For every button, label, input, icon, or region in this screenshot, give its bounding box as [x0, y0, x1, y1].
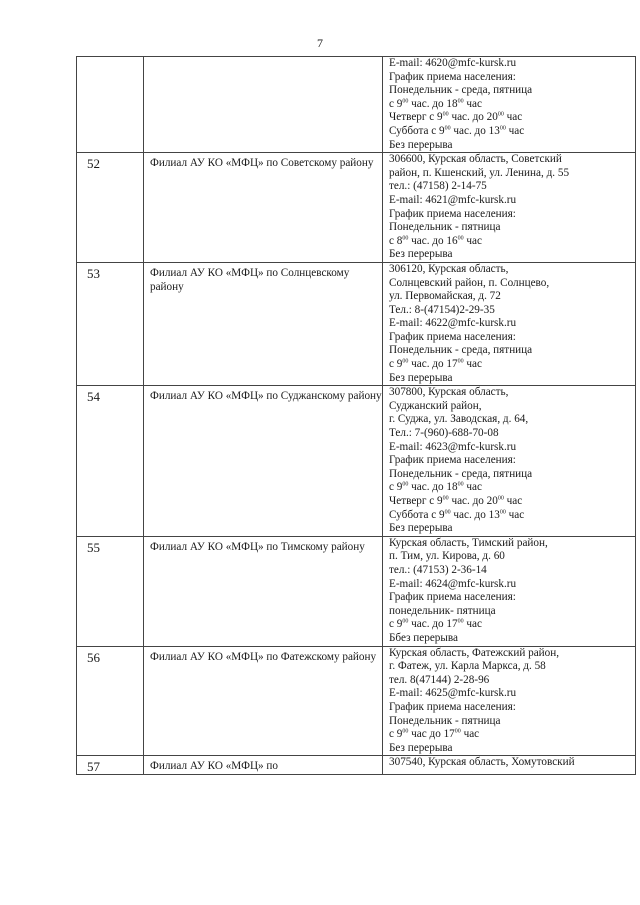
schedule-title: График приема населения: [389, 70, 516, 83]
branch-contacts [383, 153, 636, 263]
schedule-break: Ббез перерыва [389, 631, 459, 644]
schedule-break: Без перерыва [389, 371, 453, 384]
schedule-thursday: Четверг с $9^{00}$ час. до $20^{00}$ час [389, 495, 523, 507]
email-line: E-mail: 4623@mfc-kursk.ru [389, 440, 517, 453]
table-row [77, 536, 636, 646]
table-row [77, 386, 636, 537]
address-line: г. Суджа, ул. Заводская, д. 64, [389, 413, 529, 426]
row-number: 54 [77, 386, 144, 537]
page-number: 7 [317, 36, 323, 50]
schedule-days: Понедельник - среда, пятница [389, 84, 533, 97]
schedule-title: График приема населения: [389, 454, 516, 467]
email-line: E-mail: 4625@mfc-kursk.ru [389, 687, 517, 700]
address-line: Солнцевский район, п. Солнцево, [389, 276, 550, 289]
address-line: 306600, Курская область, Советский [389, 153, 562, 166]
branch-contacts [383, 57, 636, 153]
branch-name [144, 57, 383, 153]
schedule-days: Понедельник - среда, пятница [389, 344, 533, 357]
address-line: 307540, Курская область, Хомутовский [389, 756, 575, 769]
address-line: п. Тим, ул. Кирова, д. 60 [389, 550, 505, 563]
branches-table [76, 56, 636, 775]
address-line: Курская область, Фатежский район, [389, 646, 560, 659]
email-line: E-mail: 4621@mfc-kursk.ru [389, 193, 517, 206]
row-number: 52 [77, 153, 144, 263]
row-number [77, 57, 144, 153]
branch-name: Филиал АУ КО «МФЦ» по [144, 756, 383, 775]
schedule-hours: с $9^{00}$ час. до $17^{00}$ час [389, 358, 482, 371]
schedule-thursday: Четверг с $9^{00}$ час. до $20^{00}$ час [389, 111, 523, 124]
schedule-hours: с $8^{00}$ час. до $16^{00}$ час [389, 234, 482, 247]
schedule-days: Понедельник - пятница [389, 221, 501, 234]
address-line: Суджанский район, [389, 399, 482, 412]
schedule-title: График приема населения: [389, 330, 516, 343]
phone-line: тел.: (47153) 2-36-14 [389, 563, 487, 576]
schedule-days: понедельник- пятница [389, 604, 496, 617]
schedule-title: График приема населения: [389, 207, 516, 220]
email-line: E-mail: 4622@mfc-kursk.ru [389, 317, 517, 330]
row-number: 56 [77, 646, 144, 756]
branch-contacts [383, 262, 636, 385]
schedule-hours: с $9^{00}$ час. до $18^{00}$ час [389, 481, 482, 494]
schedule-break: Без перерыва [389, 248, 453, 261]
row-number: 55 [77, 536, 144, 646]
branch-contacts [383, 536, 636, 646]
branch-name: Филиал АУ КО «МФЦ» по Тимскому району [144, 536, 383, 646]
schedule-days: Понедельник - пятница [389, 714, 501, 727]
row-number: 57 [77, 756, 144, 775]
table-row [77, 153, 636, 263]
branch-name: Филиал АУ КО «МФЦ» по Фатежскому району [144, 646, 383, 756]
branch-contacts [383, 386, 636, 537]
schedule-saturday: Суббота с $9^{00}$ час. до $13^{00}$ час [389, 124, 525, 137]
table-row [77, 262, 636, 385]
schedule-hours: с $9^{00}$ час до $17^{00}$ час [389, 728, 480, 741]
phone-line: тел. 8(47144) 2-28-96 [389, 673, 490, 686]
table-row [77, 756, 636, 775]
phone-line: тел.: (47158) 2-14-75 [389, 180, 487, 193]
branch-name: Филиал АУ КО «МФЦ» по Советскому районy [144, 153, 383, 263]
address-line: район, п. Кшенский, ул. Ленина, д. 55 [389, 166, 570, 179]
address-line: 306120, Курская область, [389, 262, 509, 275]
schedule-title: График приема населения: [389, 591, 516, 604]
schedule-days: Понедельник - среда, пятница [389, 467, 533, 480]
branch-contacts [383, 646, 636, 756]
address-line: г. Фатеж, ул. Карла Маркса, д. 58 [389, 660, 546, 673]
branch-name: Филиал АУ КО «МФЦ» по Суджанскому району [144, 386, 383, 537]
branch-contacts [383, 756, 636, 775]
branch-name: Филиал АУ КО «МФЦ» по Солнцевскому району [144, 262, 383, 385]
schedule-break: Без перерыва [389, 138, 453, 151]
table-row [77, 646, 636, 756]
address-line: ул. Первомайская, д. 72 [389, 290, 501, 303]
address-line: 307800, Курская область, [389, 386, 509, 399]
schedule-break: Без перерыва [389, 522, 453, 535]
schedule-saturday: Суббота с $9^{00}$ час. до $13^{00}$ час [389, 508, 525, 521]
schedule-hours: с $9^{00}$ час. до $18^{00}$ час [389, 97, 482, 110]
phone-line: Тел.: 7-(960)-688-70-08 [389, 427, 499, 440]
address-line: Курская область, Тимский район, [389, 536, 548, 549]
schedule-title: График приема населения: [389, 700, 516, 713]
schedule-hours: с $9^{00}$ час. до $17^{00}$ час [389, 618, 482, 631]
row-number: 53 [77, 262, 144, 385]
email-line: E-mail: 4624@mfc-kursk.ru [389, 577, 517, 590]
phone-line: Тел.: 8-(47154)2-29-35 [389, 303, 495, 316]
table-row [77, 57, 636, 153]
email-line: E-mail: 4620@mfc-kursk.ru [389, 57, 517, 69]
schedule-break: Без перерыва [389, 741, 453, 754]
